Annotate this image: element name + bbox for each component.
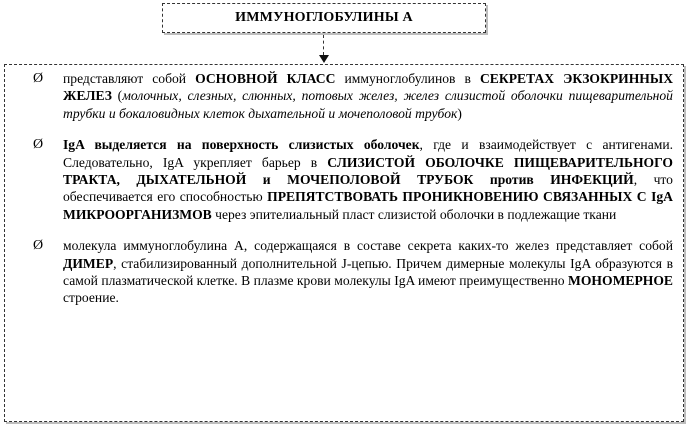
text-segment: СЛИЗИСТОЙ ОБОЛОЧКЕ ПИЩЕВАРИТЕЛЬНОГО ТРАКТА, ДЫХАТЕЛЬНОЙ и МОЧЕПОЛОВОЙ ТРУБОК против ИНФЕКЦИЙ [63,154,673,188]
arrow-bullet-icon: Ø [33,71,44,86]
text-segment: строение. [63,290,119,306]
text-segment: IgA выделяется на поверхность слизистых оболочек [63,137,420,153]
text-segment: ) [457,105,462,121]
text-segment: представляют собой [63,71,196,86]
bullet-text [63,136,675,223]
text-segment: молочных, слезных, слюнных, потовых желез, желез слизистой оболочки пищеварительной трубки и бокаловидных клеток дыхательной и мочеполовой трубок [63,88,673,121]
bullet-text [63,237,675,307]
connector-line [323,35,325,55]
bullet-item [13,237,675,307]
text-segment: СЕКРЕТАХ ЭКЗОКРИННЫХ ЖЕЛЕЗ [63,71,674,104]
text-segment: молекула иммуноглобулина А, содержащаяся в составе секрета каких-то желез представляет собой [63,238,673,254]
arrow-bullet-icon: Ø [33,238,44,254]
bullet-item [13,70,675,122]
text-segment: ДИМЕР [63,255,114,271]
text-segment: , стабилизированный дополнительной J-цепью. Причем димерные молекулы IgA образуются в самой плазматической клетке. В плазме крови молекулы IgA имеют преимущественно [63,255,673,289]
text-segment: , что обеспечивается его способностью [63,172,673,205]
text-segment: МОНОМЕРНОЕ [568,273,673,289]
text-segment: ПРЕПЯТСТВОВАТЬ ПРОНИКНОВЕНИЮ СВЯЗАННЫХ С IgA МИКРООРГАНИЗМОВ [63,189,673,222]
text-segment: ОСНОВНОЙ КЛАСС [195,71,336,86]
text-segment: через эпителиальный пласт слизистой оболочки в подлежащие ткани [211,206,617,222]
title-box [162,3,486,33]
bullet-text [63,70,675,122]
bullet-item [13,136,675,223]
text-segment: ( [111,88,123,104]
content-box [4,64,684,422]
diagram-title: ИММУНОГЛОБУЛИНЫ А [235,10,413,25]
arrow-bullet-icon: Ø [33,137,44,153]
text-segment: иммуноглобулинов в [335,71,480,86]
arrow-down-icon [319,55,329,63]
text-segment: , где и взаимодействует с антигенами. Следовательно, IgA укрепляет барьер в [63,137,674,170]
